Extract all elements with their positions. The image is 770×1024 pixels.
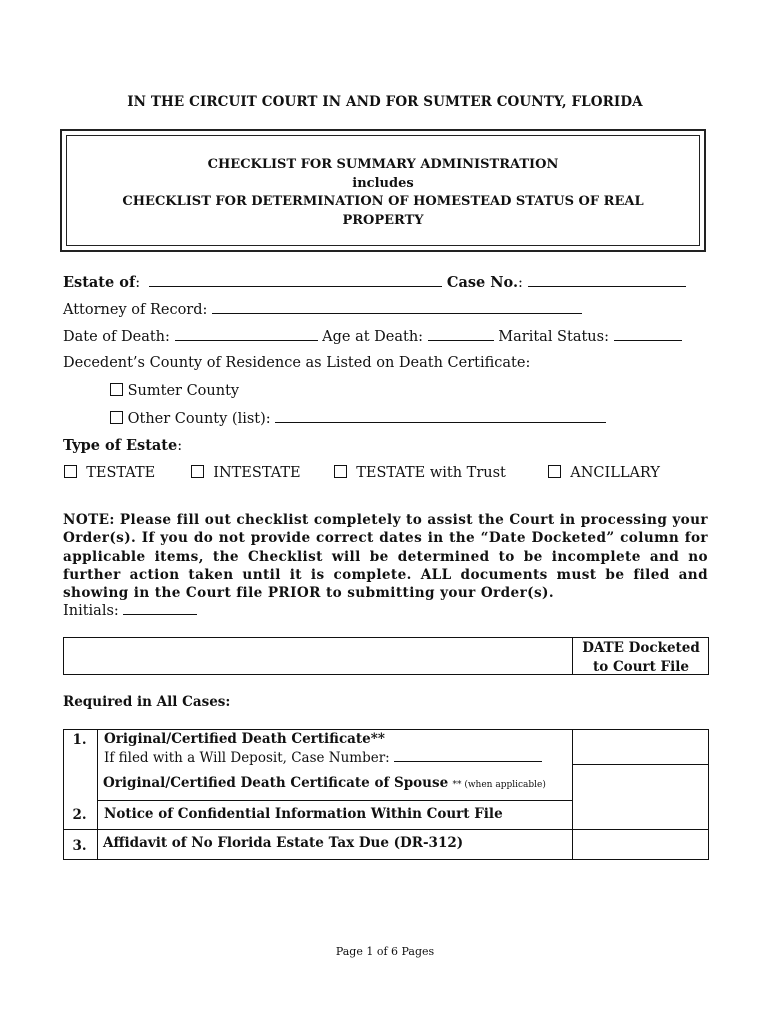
row-1-number: 1. bbox=[72, 732, 87, 748]
estate-type-intestate bbox=[191, 465, 301, 481]
table-line bbox=[97, 729, 98, 859]
marital-status-field[interactable] bbox=[614, 328, 682, 341]
date-docketed-line-2: to Court File bbox=[593, 658, 689, 675]
title-line-3: CHECKLIST FOR DETERMINATION OF HOMESTEAD STATUS OF REAL bbox=[122, 194, 644, 209]
sumter-county-label: Sumter County bbox=[127, 383, 240, 399]
initials-label: Initials: bbox=[63, 603, 119, 619]
case-no-field[interactable] bbox=[528, 274, 686, 287]
type-of-estate-heading: Type of Estate: bbox=[63, 437, 183, 454]
estate-type-ancillary bbox=[548, 465, 660, 481]
initials-field[interactable] bbox=[123, 602, 197, 615]
intestate-label: INTESTATE bbox=[213, 465, 301, 481]
case-no-label: Case No. bbox=[446, 274, 519, 291]
testate-trust-checkbox[interactable] bbox=[334, 465, 347, 478]
court-heading: IN THE CIRCUIT COURT IN AND FOR SUMTER COUNTY, FLORIDA bbox=[127, 94, 643, 110]
table-line bbox=[97, 800, 572, 801]
attorney-label: Attorney of Record: bbox=[63, 302, 208, 318]
title-line-4: PROPERTY bbox=[342, 212, 424, 228]
attorney-field[interactable] bbox=[212, 301, 582, 314]
row-1-date-cell[interactable] bbox=[573, 730, 708, 764]
estate-type-testate bbox=[64, 465, 155, 481]
other-county-field[interactable] bbox=[275, 410, 606, 423]
required-heading: Required in All Cases: bbox=[63, 694, 231, 710]
date-of-death-label: Date of Death: bbox=[63, 329, 170, 345]
estate-type-testate-trust bbox=[334, 465, 506, 481]
other-county-label: Other County (list): bbox=[127, 411, 271, 427]
will-deposit-label: If filed with a Will Deposit, Case Number: bbox=[104, 750, 390, 766]
date-docketed-line-1: DATE Docketed bbox=[582, 640, 700, 656]
row-3-date-cell[interactable] bbox=[573, 830, 708, 859]
when-applicable-note: ** (when applicable) bbox=[452, 780, 546, 790]
initials-row bbox=[63, 602, 197, 619]
marital-status-label: Marital Status: bbox=[498, 329, 609, 345]
county-option-other bbox=[110, 410, 606, 427]
testate-label: TESTATE bbox=[86, 465, 156, 481]
estate-row: Estate of: Case No.: bbox=[63, 274, 686, 291]
ancillary-checkbox[interactable] bbox=[548, 465, 561, 478]
row-2-number: 2. bbox=[72, 807, 87, 823]
death-info-row bbox=[63, 328, 682, 345]
date-docketed-header bbox=[573, 639, 709, 676]
estate-of-label: Estate of bbox=[63, 274, 136, 291]
title-line-2: includes bbox=[352, 175, 414, 191]
row-1-spouse-date-cell[interactable] bbox=[573, 765, 708, 829]
date-of-death-field[interactable] bbox=[175, 328, 318, 341]
county-question: Decedent’s County of Residence as Listed on Death Certificate: bbox=[63, 355, 531, 371]
row-1-title: Original/Certified Death Certificate** bbox=[104, 731, 385, 747]
other-county-checkbox[interactable] bbox=[110, 411, 123, 424]
attorney-row bbox=[63, 301, 582, 318]
testate-trust-label: TESTATE with Trust bbox=[356, 465, 506, 481]
will-deposit-case-field[interactable] bbox=[394, 749, 542, 762]
table-line bbox=[63, 859, 709, 860]
age-at-death-label: Age at Death: bbox=[322, 329, 424, 345]
row-3-title: Affidavit of No Florida Estate Tax Due (DR-312) bbox=[103, 835, 464, 851]
table-line bbox=[63, 729, 572, 730]
note-paragraph: NOTE: Please fill out checklist completely to assist the Court in processing your Order(s). If you do not provide correct dates in the “Date Docketed” column for applicable items, the Checklist will be determined to be incomplete and no further action taken until it is complete. ALL documents must be filed and showing in the Court file PRIOR to submitting your Order(s). bbox=[63, 512, 708, 602]
title-line-1: CHECKLIST FOR SUMMARY ADMINISTRATION bbox=[207, 157, 559, 172]
row-2-title: Notice of Confidential Information Within Court File bbox=[104, 806, 503, 822]
document-title bbox=[66, 156, 700, 230]
table-line bbox=[708, 729, 709, 859]
estate-of-field[interactable] bbox=[149, 274, 442, 287]
intestate-checkbox[interactable] bbox=[191, 465, 204, 478]
ancillary-label: ANCILLARY bbox=[570, 465, 660, 481]
sumter-county-checkbox[interactable] bbox=[110, 383, 123, 396]
age-at-death-field[interactable] bbox=[428, 328, 494, 341]
testate-checkbox[interactable] bbox=[64, 465, 77, 478]
row-3-number: 3. bbox=[72, 838, 87, 854]
county-option-sumter bbox=[110, 383, 239, 399]
spouse-certificate-label: Original/Certified Death Certificate of Spouse bbox=[103, 775, 449, 791]
row-1-extra bbox=[103, 775, 546, 791]
type-of-estate-label: Type of Estate bbox=[63, 437, 178, 454]
row-1-subline bbox=[104, 749, 542, 766]
page-number: Page 1 of 6 Pages bbox=[335, 945, 435, 958]
